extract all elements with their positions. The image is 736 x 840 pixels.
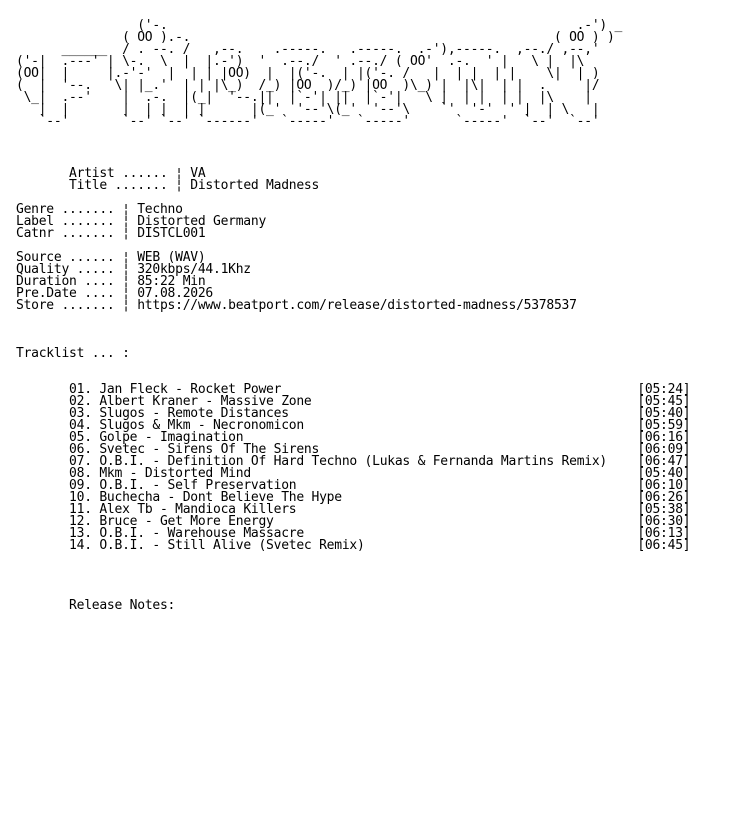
track-title: Jan Fleck - Rocket Power — [99, 382, 282, 397]
track-duration: [05:40] — [637, 466, 691, 481]
source-label: Source ...... — [16, 250, 123, 265]
track-title: O.B.I. - Warehouse Massacre — [99, 526, 304, 541]
track-number: 11. — [69, 502, 92, 517]
track-number: 14. — [69, 538, 92, 553]
title-label: Title ....... — [69, 178, 176, 193]
duration-value: 85:22 Min — [137, 274, 206, 289]
track-number: 12. — [69, 514, 92, 529]
track-duration: [06:10] — [637, 478, 691, 493]
artist-value: VA — [190, 166, 206, 181]
track-duration: [06:26] — [637, 490, 691, 505]
track-number: 03. — [69, 406, 92, 421]
label-value: Distorted Germany — [137, 214, 267, 229]
track-number: 09. — [69, 478, 92, 493]
catnr-value: DISTCL001 — [137, 226, 206, 241]
track-number: 02. — [69, 394, 92, 409]
track-duration: [06:30] — [637, 514, 691, 529]
release-notes-heading: Release Notes: — [69, 598, 176, 613]
track-number: 05. — [69, 430, 92, 445]
track-number: 04. — [69, 418, 92, 433]
ascii-logo: ('-. .-') _ ( OO ).-. ( OO ) ) ______ / . --. / ,--. .-----. .-----. .-'),-----. ,--./ ,--,' ('-| .---' | \-. \ | |.-') ' .--./ ' .--./ ( OO' .-. ' | \ | |\ (OO| | |.-'-' | | | |OO) | |('-. | |('-. / | | | | | \| | ) ( | '--. \| |_.' | | |\_) /_) |OO )/_) |OO )\_) | |\| | | . |/ \_| .--' | .-. |(_| '--.|| |`-'| || |`-'| \ | | | | | |\ | | | | | | | | |(_' '--'\(_' '--'\ `' '-' ' | | \ | `--' `--' `--' `------' `-----' `-----' `-----' `--' `--' — [16, 18, 623, 129]
track-duration: [05:24] — [637, 382, 691, 397]
track-number: 08. — [69, 466, 92, 481]
track-duration: [05:40] — [637, 406, 691, 421]
track-duration: [06:09] — [637, 442, 691, 457]
duration-label: Duration .... — [16, 274, 123, 289]
track-title: Mkm - Distorted Mind — [99, 466, 251, 481]
track-title: O.B.I. - Still Alive (Svetec Remix) — [99, 538, 365, 553]
track-duration: [05:45] — [637, 394, 691, 409]
track-title: O.B.I. - Self Preservation — [99, 478, 297, 493]
nfo-body: Artist ...... ¦ VA Title ....... ¦ Distorted Madness Genre ....... ¦ Techno Label ....... ¦ Distorted Germany Catnr ....... ¦ DISTCL001 Source ...... ¦ WEB (WAV) Quality ..... ¦ 320kbps/44.1Khz Duration .... ¦ 85:22 Min Pre.Date .... ¦ 07.08.2026 Store ....... ¦ https://www.beatport.com/release/distorted-madness/5378537 Tracklist ... : 01. Jan Fleck - Rocket Power [05:24] 02. Albert Kraner - Massive Zone [05:45] 03. Slugos - Remote Distances [05:40] 04. Slugos & Mkm - Necronomicon [05:59] 05. Golpe - Imagination [06:16] 06. Svetec - Sirens Of The Sirens [06:09] 07. O.B.I. - Definition Of Hard Techno (Lukas & Fernanda Martins Remix) [06:47] 08. Mkm - Distorted Mind [05:40] 09. O.B.I. - Self Preservation [06:10] 10. Buchecha - Dont Believe The Hype [06:26] 11. Alex Tb - Mandioca Killers [05:38] 12. Bruce - Get More Energy [06:30] 13. O.B.I. - Warehouse Massacre [06:13] 14. O.B.I. - Still Alive (Svetec Remix) [06:45] Release Notes: — [16, 166, 691, 613]
track-row — [16, 538, 690, 553]
genre-value: Techno — [137, 202, 183, 217]
track-duration: [06:45] — [637, 538, 691, 553]
track-title: Golpe - Imagination — [99, 430, 244, 445]
quality-label: Quality ..... — [16, 262, 123, 277]
track-number: 06. — [69, 442, 92, 457]
source-value: WEB (WAV) — [137, 250, 206, 265]
label-label: Label ....... — [16, 214, 123, 229]
tracklist — [16, 382, 690, 553]
track-title: Slugos - Remote Distances — [99, 406, 289, 421]
track-title: Svetec - Sirens Of The Sirens — [99, 442, 320, 457]
track-title: Bruce - Get More Energy — [99, 514, 274, 529]
catnr-label: Catnr ....... — [16, 226, 123, 241]
artist-label: Artist ...... — [69, 166, 176, 181]
track-number: 13. — [69, 526, 92, 541]
track-duration: [05:59] — [637, 418, 691, 433]
track-title: Alex Tb - Mandioca Killers — [99, 502, 297, 517]
quality-value: 320kbps/44.1Khz — [137, 262, 251, 277]
title-value: Distorted Madness — [190, 178, 320, 193]
genre-label: Genre ....... — [16, 202, 123, 217]
store-label: Store ....... — [16, 298, 123, 313]
track-number: 10. — [69, 490, 92, 505]
track-title: Slugos & Mkm - Necronomicon — [99, 418, 304, 433]
track-duration: [06:47] — [637, 454, 691, 469]
track-number: 07. — [69, 454, 92, 469]
track-duration: [06:13] — [637, 526, 691, 541]
track-duration: [05:38] — [637, 502, 691, 517]
predate-label: Pre.Date .... — [16, 286, 123, 301]
store-link[interactable]: https://www.beatport.com/release/distorted-madness/5378537 — [137, 298, 577, 313]
track-title: Buchecha - Dont Believe The Hype — [99, 490, 342, 505]
track-number: 01. — [69, 382, 92, 397]
predate-value: 07.08.2026 — [137, 286, 214, 301]
tracklist-heading: Tracklist ... : — [16, 346, 130, 361]
track-title: Albert Kraner - Massive Zone — [99, 394, 312, 409]
track-duration: [06:16] — [637, 430, 691, 445]
track-title: O.B.I. - Definition Of Hard Techno (Lukas & Fernanda Martins Remix) — [99, 454, 607, 469]
